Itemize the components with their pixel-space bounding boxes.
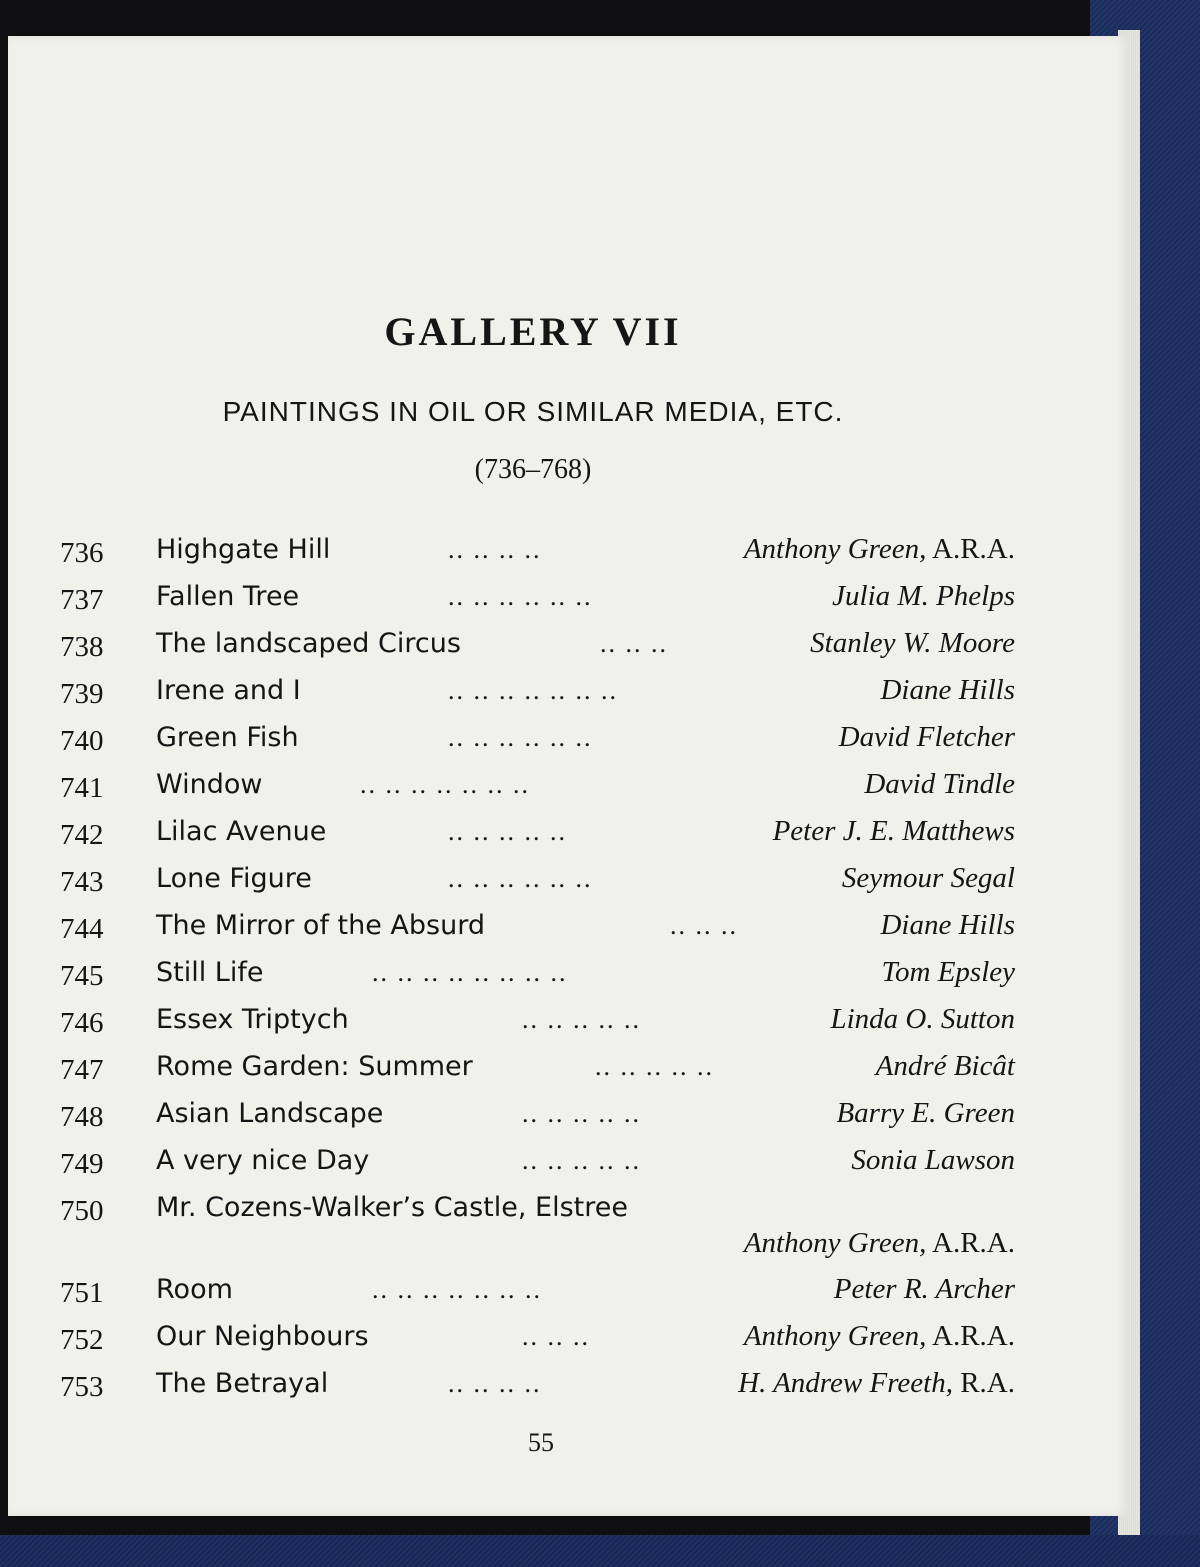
catalogue-entry bbox=[60, 1043, 1015, 1090]
dot-leaders: .. .. .. .. .. .. bbox=[448, 582, 593, 611]
dot-leaders: .. .. .. .. .. .. .. bbox=[360, 770, 530, 799]
artist-name: H. Andrew Freeth, bbox=[738, 1367, 953, 1399]
entry-artist bbox=[839, 714, 1015, 761]
dot-leaders: .. .. .. bbox=[670, 911, 738, 940]
dot-leaders: .. .. .. .. .. bbox=[522, 1099, 641, 1128]
entry-title: A very nice Day bbox=[156, 1145, 370, 1176]
catalogue-entry bbox=[60, 1137, 1015, 1184]
entry-artist bbox=[744, 526, 1015, 573]
dot-leaders: .. .. .. .. .. .. .. bbox=[372, 1275, 542, 1304]
entry-number: 738 bbox=[60, 631, 104, 663]
artist-name: Julia M. Phelps bbox=[832, 580, 1015, 612]
dot-leaders: .. .. .. .. .. bbox=[522, 1146, 641, 1175]
catalogue-entry bbox=[60, 1184, 1015, 1266]
dot-leaders: .. .. .. .. .. .. bbox=[448, 723, 593, 752]
entry-number: 736 bbox=[60, 537, 104, 569]
entry-artist bbox=[744, 1220, 1015, 1267]
entry-artist bbox=[880, 902, 1015, 949]
catalogue-entry bbox=[60, 526, 1015, 573]
entry-title: The Betrayal bbox=[156, 1368, 329, 1399]
artist-name: André Bicât bbox=[875, 1050, 1015, 1082]
catalogue-entry bbox=[60, 996, 1015, 1043]
entry-number: 744 bbox=[60, 913, 104, 945]
artist-honours: A.R.A. bbox=[926, 533, 1015, 565]
entry-artist bbox=[880, 667, 1015, 714]
entry-artist bbox=[832, 573, 1015, 620]
dot-leaders: .. .. .. bbox=[600, 629, 668, 658]
artist-name: Peter R. Archer bbox=[833, 1273, 1015, 1305]
entry-title: Our Neighbours bbox=[156, 1321, 369, 1352]
entry-number: 742 bbox=[60, 819, 104, 851]
artist-name: David Tindle bbox=[864, 768, 1015, 800]
entry-number: 752 bbox=[60, 1324, 104, 1356]
entry-number: 753 bbox=[60, 1371, 104, 1403]
entry-number: 737 bbox=[60, 584, 104, 616]
entry-artist bbox=[831, 996, 1016, 1043]
entry-title: Asian Landscape bbox=[156, 1098, 384, 1129]
entry-artist bbox=[773, 808, 1015, 855]
entry-number: 750 bbox=[60, 1195, 104, 1227]
artist-name: Linda O. Sutton bbox=[830, 1003, 1015, 1035]
catalogue-entry bbox=[60, 1360, 1015, 1407]
gallery-title: GALLERY VII bbox=[384, 309, 682, 354]
entry-artist bbox=[834, 1266, 1015, 1313]
dot-leaders: .. .. .. .. .. .. .. bbox=[448, 676, 618, 705]
dot-leaders: .. .. .. .. .. bbox=[522, 1005, 641, 1034]
catalogue-entry bbox=[60, 902, 1015, 949]
entry-number: 749 bbox=[60, 1148, 104, 1180]
entry-artist bbox=[744, 1313, 1015, 1360]
artist-name: David Fletcher bbox=[838, 721, 1015, 753]
artist-name: Anthony Green, bbox=[743, 533, 927, 565]
entries-list bbox=[60, 526, 1015, 1407]
entry-title: Rome Garden: Summer bbox=[156, 1051, 473, 1082]
catalogue-entry bbox=[60, 620, 1015, 667]
entry-artist bbox=[864, 761, 1015, 808]
catalogue-range: (736–768) bbox=[474, 454, 592, 485]
artist-name: Anthony Green, bbox=[743, 1227, 927, 1259]
catalogue-entry bbox=[60, 714, 1015, 761]
entry-title: Fallen Tree bbox=[156, 581, 300, 612]
artist-name: Sonia Lawson bbox=[851, 1144, 1015, 1176]
entry-title: Window bbox=[156, 769, 263, 800]
entry-title: Essex Triptych bbox=[156, 1004, 349, 1035]
catalogue-entry bbox=[60, 1266, 1015, 1313]
entry-number: 741 bbox=[60, 772, 104, 804]
entry-number: 745 bbox=[60, 960, 104, 992]
entry-artist bbox=[876, 1043, 1015, 1090]
entry-title: The Mirror of the Absurd bbox=[156, 910, 485, 941]
catalogue-entry bbox=[60, 761, 1015, 808]
entry-title: Lilac Avenue bbox=[156, 816, 327, 847]
dot-leaders: .. .. .. bbox=[522, 1322, 590, 1351]
artist-name: Stanley W. Moore bbox=[810, 627, 1015, 659]
artist-name: Diane Hills bbox=[880, 674, 1015, 706]
entry-artist bbox=[738, 1360, 1015, 1407]
dot-leaders: .. .. .. .. .. .. bbox=[448, 864, 593, 893]
entry-artist bbox=[836, 1090, 1015, 1137]
dot-leaders: .. .. .. .. .. .. .. .. bbox=[372, 958, 568, 987]
entry-artist bbox=[851, 1137, 1015, 1184]
artist-honours: R.A. bbox=[952, 1367, 1015, 1399]
entry-title: Green Fish bbox=[156, 722, 299, 753]
entry-number: 748 bbox=[60, 1101, 104, 1133]
catalogue-entry bbox=[60, 949, 1015, 996]
catalogue-entry bbox=[60, 667, 1015, 714]
entry-title: Room bbox=[156, 1274, 233, 1305]
artist-name: Seymour Segal bbox=[841, 862, 1015, 894]
catalogue-entry bbox=[60, 573, 1015, 620]
entry-artist bbox=[842, 855, 1015, 902]
artist-name: Diane Hills bbox=[880, 909, 1015, 941]
entry-title: Highgate Hill bbox=[156, 534, 331, 565]
entry-artist bbox=[810, 620, 1015, 667]
artist-name: Barry E. Green bbox=[836, 1097, 1015, 1129]
artist-honours: A.R.A. bbox=[926, 1320, 1015, 1352]
artist-name: Anthony Green, bbox=[743, 1320, 927, 1352]
catalogue-page bbox=[8, 36, 1130, 1516]
dot-leaders: .. .. .. .. bbox=[448, 535, 542, 564]
entry-artist bbox=[882, 949, 1015, 996]
artist-honours: A.R.A. bbox=[926, 1227, 1015, 1259]
dot-leaders: .. .. .. .. .. bbox=[448, 817, 567, 846]
catalogue-entry bbox=[60, 855, 1015, 902]
dot-leaders: .. .. .. .. bbox=[448, 1369, 542, 1398]
entry-number: 751 bbox=[60, 1277, 104, 1309]
section-subtitle: PAINTINGS IN OIL OR SIMILAR MEDIA, ETC. bbox=[222, 396, 844, 427]
catalogue-entry bbox=[60, 1090, 1015, 1137]
artist-name: Peter J. E. Matthews bbox=[772, 815, 1015, 847]
catalogue-entry bbox=[60, 1313, 1015, 1360]
page-number: 55 bbox=[528, 1428, 554, 1457]
entry-number: 746 bbox=[60, 1007, 104, 1039]
entry-number: 743 bbox=[60, 866, 104, 898]
entry-title: The landscaped Circus bbox=[156, 628, 461, 659]
entry-title: Irene and I bbox=[156, 675, 301, 706]
entry-number: 739 bbox=[60, 678, 104, 710]
catalogue-entry bbox=[60, 808, 1015, 855]
entry-number: 740 bbox=[60, 725, 104, 757]
entry-title: Lone Figure bbox=[156, 863, 312, 894]
entry-title: Still Life bbox=[156, 957, 264, 988]
entry-number: 747 bbox=[60, 1054, 104, 1086]
entry-title: Mr. Cozens-Walker’s Castle, Elstree bbox=[156, 1192, 628, 1223]
artist-name: Tom Epsley bbox=[881, 956, 1015, 988]
book-cover-bottom bbox=[0, 1535, 1200, 1567]
dot-leaders: .. .. .. .. .. bbox=[595, 1052, 714, 1081]
